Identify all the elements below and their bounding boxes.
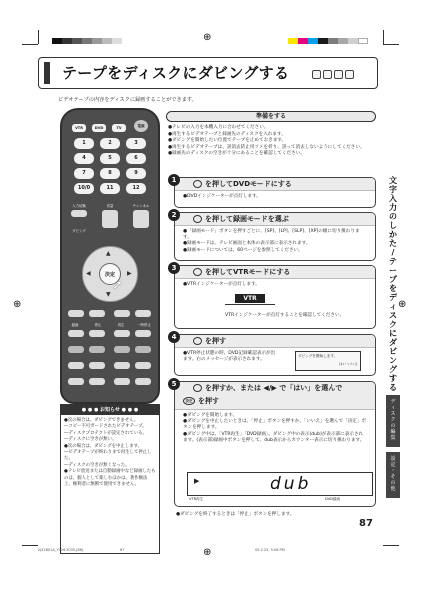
- remote-small-button: [68, 346, 84, 353]
- step-5-title: を押すか、または ◀/▶ で「はい」を選んで: [205, 384, 343, 392]
- remote-control-illustration: [60, 108, 160, 404]
- remote-small-button: [68, 362, 84, 369]
- side-title-char: 字: [389, 185, 397, 194]
- step-3: [168, 262, 378, 330]
- remote-small-button: [114, 330, 130, 337]
- record-mode-key-icon: [193, 215, 202, 223]
- step-2-text: ●録画モードは、テレビ画面と本体の表示部に表示されます。: [183, 241, 311, 247]
- remote-small-button: [135, 378, 151, 385]
- step-5-title-2: を押す: [198, 397, 219, 405]
- dpad-right-icon: ▶: [127, 270, 132, 277]
- remote-stop-label: 停止: [94, 323, 102, 327]
- crop-mark: [22, 545, 38, 546]
- remote-small-button: [135, 346, 151, 353]
- prep-list: [168, 125, 376, 158]
- side-tab-char: ・: [390, 468, 396, 474]
- dubbing-key-icon: [193, 384, 202, 392]
- remote-number-button: 8: [100, 168, 120, 179]
- step-5-text: ●ダビングを開始します。: [183, 413, 238, 418]
- color-swatch: [358, 38, 368, 44]
- remote-play-label: 再生: [117, 323, 125, 327]
- intro-text: ビデオテープの内容をディスクに録画することができます。: [58, 97, 197, 103]
- side-tab-char: 定: [390, 462, 396, 468]
- dvd-key-icon: [193, 180, 202, 188]
- tv-message-screen: [295, 351, 361, 371]
- prep-item: ●テレビの入力を本機入力に合わせてください。: [168, 125, 269, 130]
- remote-number-button: 5: [100, 153, 120, 164]
- side-title-char: 力: [389, 203, 397, 212]
- remote-volume-button: [102, 210, 118, 228]
- remote-number-button: 2: [100, 138, 120, 149]
- front-display-panel: [187, 472, 373, 496]
- side-title-char: し: [389, 221, 397, 230]
- remote-enter-button: 決定: [99, 263, 121, 285]
- color-swatch: [288, 38, 298, 44]
- remote-number-button: 9: [126, 168, 146, 179]
- side-tab-char: 集: [390, 435, 396, 441]
- notes-item: ―コピー不可ガードされたビデオテープ。: [64, 424, 147, 430]
- side-title-char: ビ: [389, 347, 397, 356]
- notes-box: [60, 404, 160, 554]
- side-tab-char: ィ: [390, 405, 396, 411]
- remote-small-button: [135, 330, 151, 337]
- mode-icon-vr: [323, 70, 332, 79]
- notes-item: ―ビデオテープが終わりまで再生して停止した。: [64, 450, 152, 462]
- step-4-number: 4: [168, 331, 180, 343]
- registration-mark-bottom: ⊕: [203, 547, 212, 558]
- step-1: [168, 174, 378, 210]
- prep-item: ●再生するビデオテープは、誤消去防止用ツメを折り、誤って消去しないようにしてください。: [168, 144, 365, 150]
- crop-mark: [383, 30, 384, 44]
- crop-mark: [38, 30, 39, 44]
- side-tab-char: の: [390, 480, 396, 486]
- color-swatch: [318, 38, 328, 44]
- side-title-char: テ: [389, 257, 397, 266]
- side-tab-char: 編: [390, 429, 396, 435]
- side-tab-disc-edit: [386, 395, 400, 447]
- side-title-char: ス: [389, 311, 397, 320]
- footer-file: 2J42801A_Y026-Y035.[88]: [38, 548, 84, 552]
- gray-swatch: [102, 38, 112, 44]
- registration-mark-left: ⊕: [13, 299, 22, 310]
- side-title-char: /: [391, 248, 395, 257]
- side-tab-char: 設: [390, 456, 396, 462]
- side-title-char: す: [389, 374, 397, 383]
- title-accent-bar: [44, 62, 50, 84]
- remote-small-button: [89, 330, 105, 337]
- indicator-line: [225, 304, 275, 305]
- vtr-key-icon: [193, 268, 202, 276]
- remote-small-button: [114, 362, 130, 369]
- crop-mark: [22, 44, 38, 45]
- tv-message-text: ダビングを開始します。: [298, 354, 338, 358]
- color-swatch: [328, 38, 338, 44]
- footer-page: 87: [120, 548, 125, 552]
- tv-message-options: はい いいえ: [338, 362, 358, 366]
- dubbing-key-icon: [193, 337, 202, 345]
- side-title-char: 入: [389, 194, 397, 203]
- step-5-after-text: ●ダビングを終了するときは「停止」ボタンを押します。: [176, 512, 295, 517]
- mode-icon-video: [334, 70, 343, 79]
- side-title-char: の: [389, 212, 397, 221]
- remote-small-button: [114, 310, 130, 317]
- remote-small-button: [135, 310, 151, 317]
- notes-heading: ● ● ● お知らせ ● ● ●: [61, 405, 159, 415]
- step-2-number: 2: [168, 209, 180, 221]
- step-4: [168, 331, 378, 377]
- step-2-title: を押して録画モードを選ぶ: [205, 215, 289, 223]
- remote-dvd-button: DVD: [92, 124, 106, 132]
- step-5: [168, 378, 378, 508]
- notes-item: ●テレビ放送または自動録画中など録画したものは、個人として楽しむほかは、著作権法上、権利者に無断で使用できません。: [64, 469, 156, 488]
- remote-pause-label: 一時停止: [137, 323, 151, 327]
- gray-swatch: [92, 38, 102, 44]
- remote-power-button: 電源: [134, 120, 148, 132]
- remote-small-button: [89, 346, 105, 353]
- side-title-char: た: [389, 239, 397, 248]
- mode-icon-dvd: [312, 70, 321, 79]
- step-3-title: を押してVTRモードにする: [205, 268, 291, 276]
- side-title-char: デ: [389, 293, 397, 302]
- crop-mark: [383, 44, 399, 45]
- remote-number-button: 7: [74, 168, 94, 179]
- step-3-text: VTRインジケーターが点灯することを確認してください。: [225, 313, 345, 318]
- cursor-pointer-icon: ➚: [112, 278, 123, 293]
- side-title-char: ダ: [389, 338, 397, 347]
- side-title-char: る: [389, 383, 397, 392]
- remote-vtr-button: VTR: [72, 124, 86, 132]
- remote-dubbing-label: ダビング: [72, 229, 86, 233]
- side-vertical-title: [386, 176, 400, 392]
- mode-icon-vtr: [345, 70, 354, 79]
- side-tab-char: 他: [390, 486, 396, 492]
- side-title-char: を: [389, 284, 397, 293]
- step-4-text: ●VTR停止状態の時、DVD記録確認表示が出ます。右のメッセージが表示されます。: [183, 351, 276, 363]
- notes-item: ―ディスクプロテクトが設定されている。: [64, 430, 147, 436]
- step-4-title: を押す: [205, 337, 226, 345]
- vtr-indicator: VTR: [235, 294, 265, 303]
- side-tab-char: ス: [390, 411, 396, 417]
- remote-tv-button: TV: [112, 124, 126, 132]
- side-title-char: 文: [389, 176, 397, 185]
- dpad-down-icon: ▼: [106, 291, 111, 298]
- remote-small-button: [89, 378, 105, 385]
- dpad-up-icon: ▲: [106, 250, 111, 257]
- color-swatch: [338, 38, 348, 44]
- step-1-text: ●DVDインジケーターが点灯します。: [183, 194, 261, 199]
- step-3-text: ●VTRインジケーターが点灯します。: [183, 282, 260, 287]
- play-indicator-icon: ▶: [194, 477, 200, 485]
- step-5-number: 5: [168, 378, 180, 390]
- dvd-record-label: DVD録画: [325, 497, 341, 501]
- remote-number-button: 10/0: [74, 183, 94, 194]
- side-tab-char: ク: [390, 417, 396, 423]
- gray-swatch: [72, 38, 82, 44]
- step-1-number: 1: [168, 174, 180, 186]
- step-2-text: ●録画モードについては、60ページを参照してください。: [183, 247, 303, 253]
- prep-item: ●再生するビデオテープと録画先のディスクを入れます。: [168, 131, 286, 137]
- remote-input-label: 入力切換: [72, 204, 86, 208]
- remote-small-button: [68, 330, 84, 337]
- side-title-char: グ: [389, 365, 397, 374]
- remote-number-button: 3: [126, 138, 146, 149]
- side-title-char: ィ: [389, 302, 397, 311]
- step-1-title: を押してDVDモードにする: [205, 180, 292, 188]
- color-swatch: [298, 38, 308, 44]
- notes-item: ―ディスクに空きが無い。: [64, 437, 117, 443]
- side-title-char: に: [389, 329, 397, 338]
- remote-small-button: [89, 362, 105, 369]
- prep-item: ●ダビングを開始したい位置でテープを止めておきます。: [168, 138, 287, 144]
- gray-swatch: [62, 38, 72, 44]
- gray-swatch: [52, 38, 62, 44]
- color-swatch: [308, 38, 318, 44]
- gray-swatch: [82, 38, 92, 44]
- page-title: テープをディスクにダビングする: [62, 64, 290, 82]
- prep-section-title: 準備をする: [166, 111, 376, 122]
- side-title-char: か: [389, 230, 397, 239]
- remote-number-button: 11: [100, 183, 120, 194]
- side-title-char: ン: [389, 356, 397, 365]
- side-title-char: プ: [389, 275, 397, 284]
- display-dub-text: dub: [270, 474, 312, 494]
- side-tab-char: の: [390, 423, 396, 429]
- step-5-text: ●ダビングを中止したいときは、「停止」ボタンを押すか、「いいえ」を選んで「決定」ボタンを押します。: [183, 419, 367, 431]
- remote-input-button: [71, 210, 87, 217]
- remote-small-button: [114, 346, 130, 353]
- gray-swatch: [112, 38, 122, 44]
- side-title-char: ク: [389, 320, 397, 329]
- prep-item: ●録画先のディスクの空きが十分にあることを確認してください。: [168, 151, 305, 157]
- page-number: 87: [359, 518, 373, 529]
- remote-small-button: [135, 362, 151, 369]
- footer-date: 05.2.25, 5:08 PM: [255, 548, 285, 552]
- remote-record-label: 録画: [71, 323, 79, 327]
- remote-small-button: [114, 378, 130, 385]
- registration-mark-top: ⊕: [203, 32, 212, 43]
- remote-channel-label: チャンネル: [132, 204, 150, 208]
- remote-number-button: 1: [74, 138, 94, 149]
- notes-item: ●次の場合は、ダビングを中止します。: [64, 443, 143, 449]
- crop-mark: [383, 545, 399, 546]
- side-tab-char: デ: [390, 399, 396, 405]
- notes-item: ―ディスクの空きが無くなった。: [64, 462, 130, 468]
- color-swatch: [348, 38, 358, 44]
- notes-item: ●次の場合は、ダビングできません。: [64, 418, 139, 423]
- side-tab-settings: [386, 452, 400, 498]
- enter-key-icon: 決定: [183, 397, 195, 405]
- dpad-left-icon: ◀: [86, 270, 91, 277]
- remote-volume-label: 音量: [106, 204, 114, 208]
- step-5-text: ●ダビング中は、「VTR再生」「DVD録画」、ダビング中の表示(dub)が表示部に表示されます。(表示部)録画中ボタンを押して、dub表示からカウンター表示に切り換わります。: [183, 431, 365, 443]
- step-2: [168, 209, 378, 262]
- remote-number-button: 12: [126, 183, 146, 194]
- remote-number-button: 4: [74, 153, 94, 164]
- remote-small-button: [89, 310, 105, 317]
- vtr-play-label: VTR再生: [189, 497, 204, 501]
- remote-small-button: [68, 310, 84, 317]
- side-title-char: ー: [389, 266, 397, 275]
- side-tab-char: そ: [390, 474, 396, 480]
- remote-small-button: [68, 378, 84, 385]
- remote-number-button: 6: [126, 153, 146, 164]
- step-2-text: ●「録画モード」ボタンを押すごとに、[SP]、[LP]、[SLP]、[XP]の順に切り換わります。: [183, 229, 360, 241]
- remote-channel-button: [133, 210, 149, 228]
- step-3-number: 3: [168, 262, 180, 274]
- registration-mark-right: ⊕: [398, 299, 407, 310]
